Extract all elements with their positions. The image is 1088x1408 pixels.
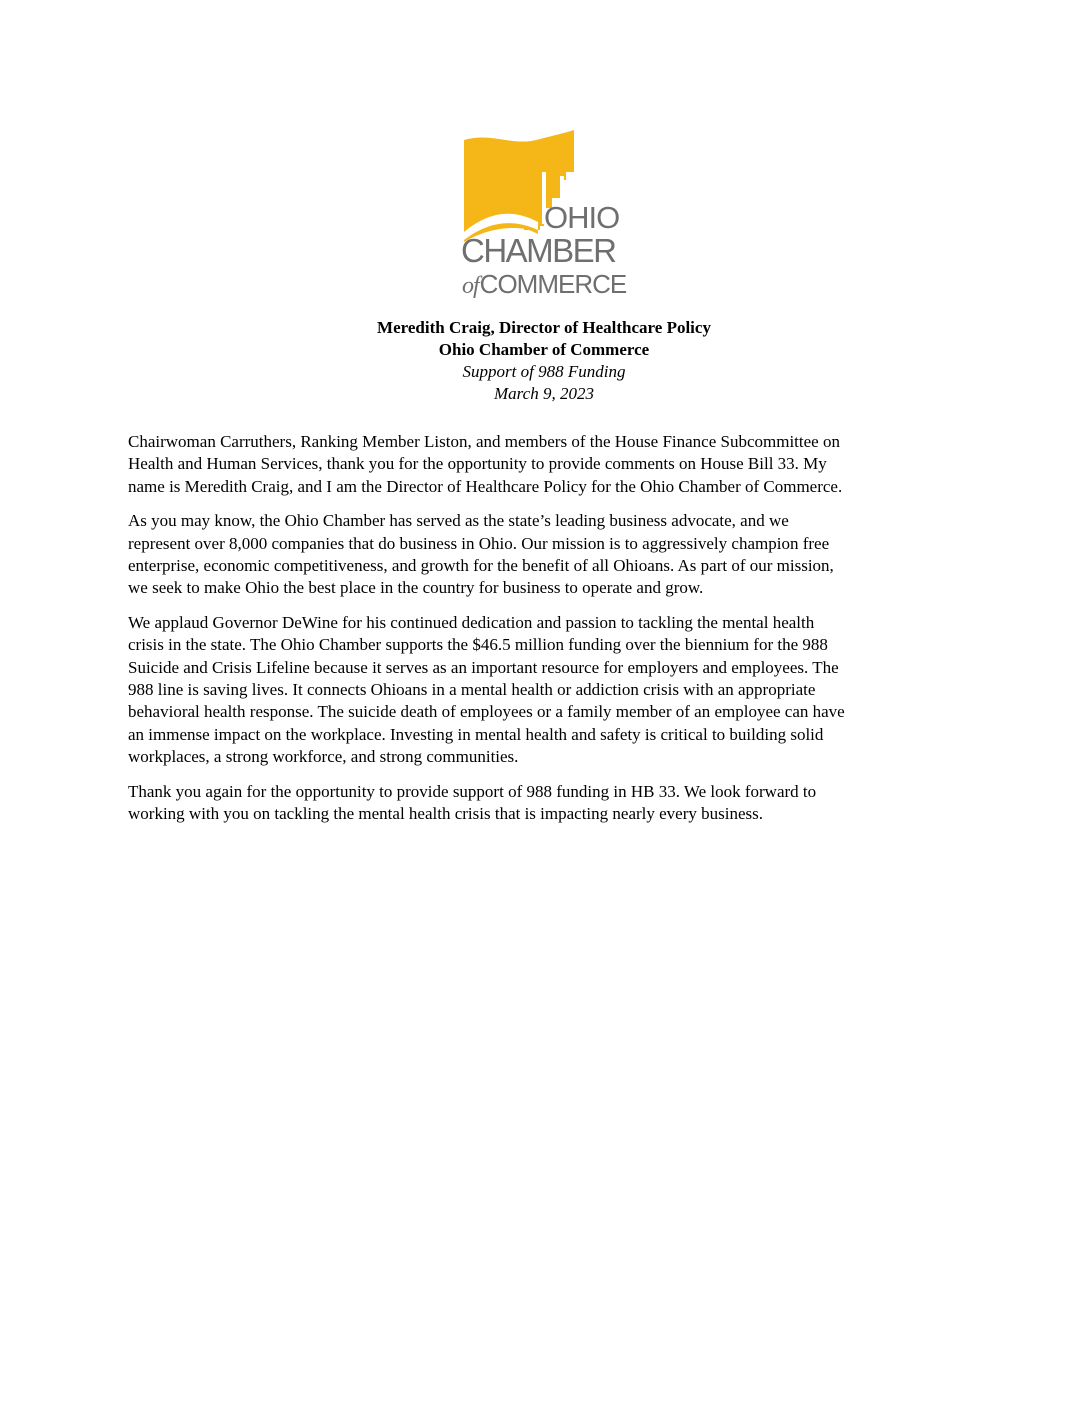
logo-text-of: of [462,273,479,299]
organization-line: Ohio Chamber of Commerce [438,340,650,359]
logo-text-ohio: OHIO [544,200,620,235]
paragraph-about-chamber: As you may know, the Ohio Chamber has served as the state’s leading business advocate, and we represent over 8,000 companies that do business in Ohio. Our mission is to aggressively champion free enterprise, economic competitiveness, and growth for the benefit of all Ohioans. As part of our mission, we seek to make Ohio the best place in the country for business to operate and grow. [128,511,834,598]
ohio-chamber-logo [460,128,636,300]
paragraph-support-988: We applaud Governor DeWine for his continued dedication and passion to tackling the mental health crisis in the state. The Ohio Chamber supports the $46.5 million funding over the biennium for the 988 Suicide and Crisis Lifeline because it serves as an important resource for employers and employees. The 988 line is saving lives. It connects Ohioans in a mental health or addiction crisis with an appropriate behavioral health response. The suicide death of employees or a family member of an employee can have an immense impact on the workplace. Investing in mental health and safety is critical to building solid workplaces, a strong workforce, and strong communities. [128,612,845,767]
document-header [0,317,1088,405]
paragraph-intro: Chairwoman Carruthers, Ranking Member Liston, and members of the House Finance Subcommittee on Health and Human Services, thank you for the opportunity to provide comments on House Bill 33. My name is Meredith Craig, and I am the Director of Healthcare Policy for the Ohio Chamber of Commerce. [128,432,843,496]
document-body [128,431,968,838]
paragraph-closing: Thank you again for the opportunity to provide support of 988 funding in HB 33. We look forward to working with you on tackling the mental health crisis that is impacting nearly every business. [128,781,817,824]
logo-text-of-commerce [462,271,626,298]
subject-line: Support of 988 Funding [462,362,626,381]
logo-text-commerce: COMMERCE [479,269,627,299]
date-line: March 9, 2023 [494,384,594,403]
author-line: Meredith Craig, Director of Healthcare Policy [377,318,711,337]
logo-text-chamber: CHAMBER [461,232,616,269]
